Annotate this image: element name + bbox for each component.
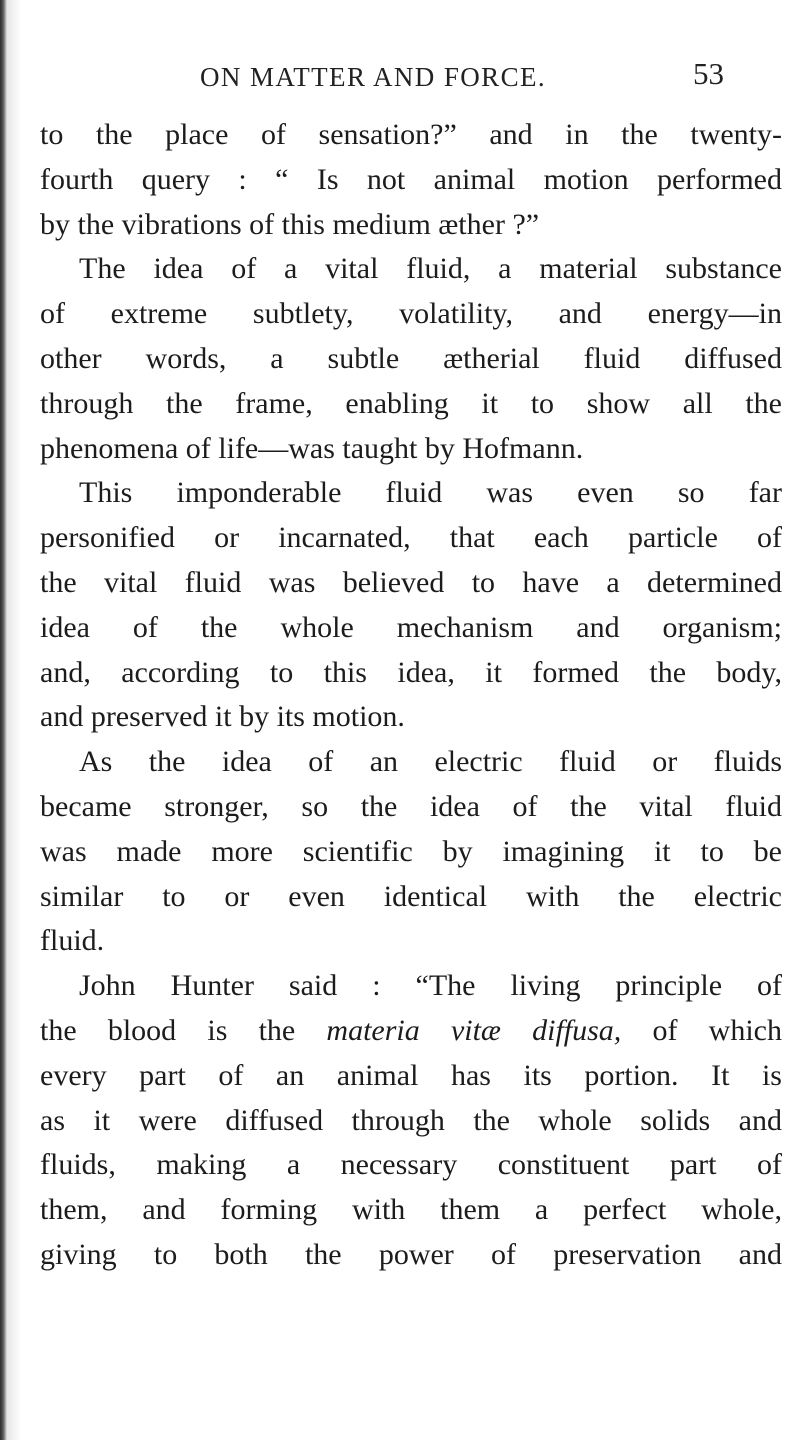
text-line: other words, a subtle ætherial fluid diffused [40,341,782,375]
italic-phrase: materia vitæ diffusa, [326,1013,622,1047]
body-text [40,113,782,1278]
text-line: by the vibrations of this medium æther ?” [40,207,540,241]
text-line: As the idea of an electric fluid or fluids [79,745,782,779]
text-line: became stronger, so the idea of the vital fluid [40,789,782,823]
binding-shadow [7,0,21,1440]
text-line: giving to both the power of preservation and [40,1237,782,1271]
text-line: them, and forming with them a perfect whole, [40,1193,782,1227]
text-line: similar to or even identical with the electric [40,879,782,913]
text-line: through the frame, enabling it to show all the [40,386,782,420]
text-line: idea of the whole mechanism and organism; [40,610,782,644]
text-line: was made more scientific by imagining it to be [40,834,782,868]
text-line: and, according to this idea, it formed the body, [40,655,782,689]
text-line: the vital fluid was believed to have a determined [40,565,782,599]
text-line: fluids, making a necessary constituent part of [40,1148,782,1182]
running-head: ON MATTER AND FORCE. [200,62,547,92]
text-line: personified or incarnated, that each particle of [40,521,782,555]
text-line: every part of an animal has its portion. It is [40,1058,782,1092]
text-line: John Hunter said : “The living principle of [79,969,782,1003]
text-line: phenomena of life—was taught by Hofmann. [40,431,584,465]
binding-edge [0,0,7,1440]
text-line: fourth query : “ Is not animal motion performed [40,162,782,196]
page-number: 53 [693,56,724,91]
text-run: of which [621,1013,783,1047]
text-line: to the place of sensation?” and in the twenty- [40,118,782,151]
text-line: of extreme subtlety, volatility, and energy—in [40,297,782,331]
text-line: The idea of a vital fluid, a material substance [79,252,782,286]
text-run: the blood is the [40,1013,327,1047]
text-line: fluid. [40,924,105,958]
text-line: and preserved it by its motion. [40,700,405,734]
text-line-with-italic [40,1009,782,1054]
text-line: This imponderable fluid was even so far [79,476,782,510]
text-line: as it were diffused through the whole solids and [40,1103,782,1137]
